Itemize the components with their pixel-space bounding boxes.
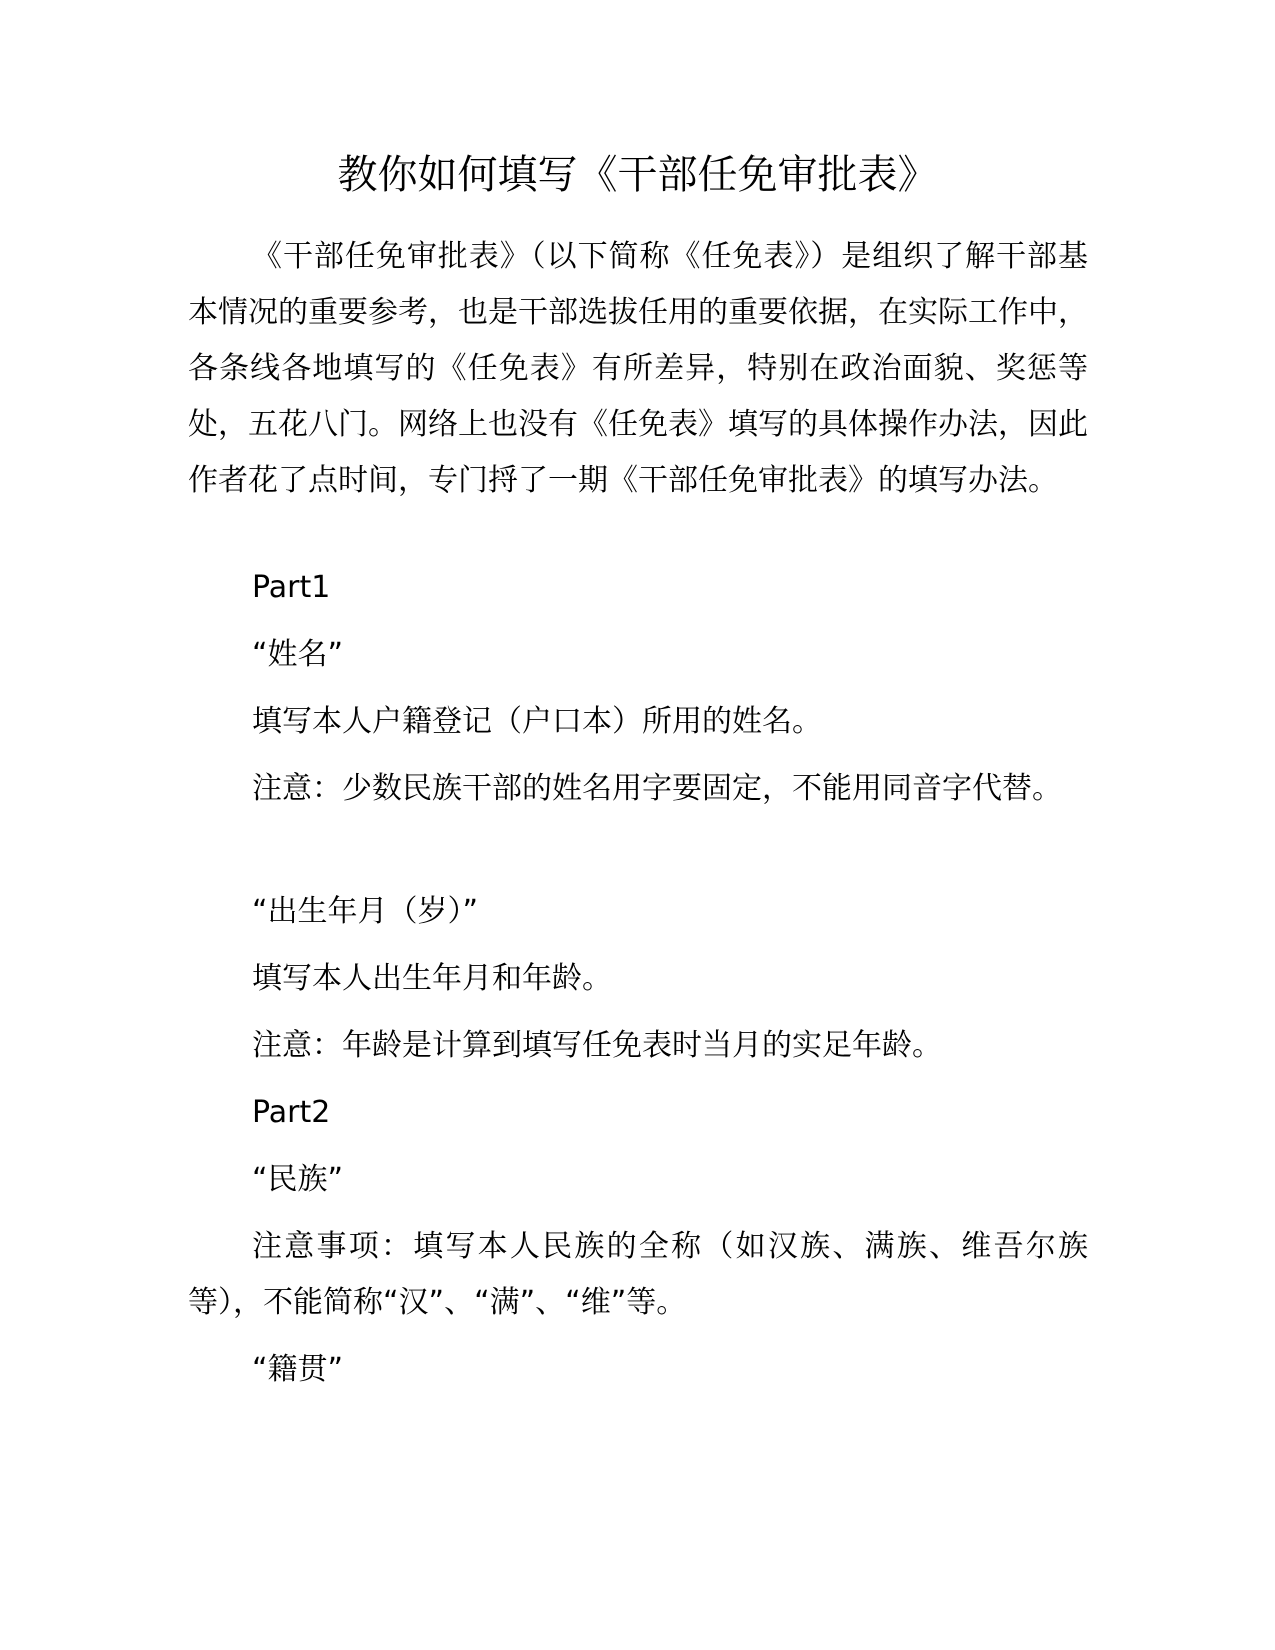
birth-field-heading: “出生年月（岁）” (252, 894, 479, 929)
name-note: 注意：少数民族干部的姓名用字要固定，不能用同音字代替。 (252, 771, 1062, 806)
intro-paragraph: 《干部任免审批表》（以下简称《任免表》）是组织了解干部基本情况的重要参考，也是干部选拔任用的重要依据，在实际工作中，各条线各地填写的《任免表》有所差异，特别在政治面貌、奖惩等处，五花八门。网络上也没有《任免表》填写的具体操作办法，因此作者花了点时间，专门捋了一期《干部任免审批表》的填写办法。 (188, 239, 1088, 498)
name-description: 填写本人户籍登记（户口本）所用的姓名。 (252, 704, 822, 739)
birth-description: 填写本人出生年月和年龄。 (252, 961, 612, 996)
ethnicity-field-heading: “民族” (252, 1162, 344, 1197)
native-place-field-heading: “籍贯” (252, 1352, 344, 1387)
birth-note: 注意：年龄是计算到填写任免表时当月的实足年龄。 (252, 1028, 942, 1063)
part2-heading: Part2 (252, 1095, 331, 1130)
part1-heading: Part1 (252, 570, 331, 605)
name-field-heading: “姓名” (252, 637, 344, 672)
document-title: 教你如何填写《干部任免审批表》 (337, 152, 938, 198)
ethnicity-note: 注意事项：填写本人民族的全称（如汉族、满族、维吾尔族等），不能简称“汉”、“满”、“维”等。 (188, 1229, 1088, 1320)
